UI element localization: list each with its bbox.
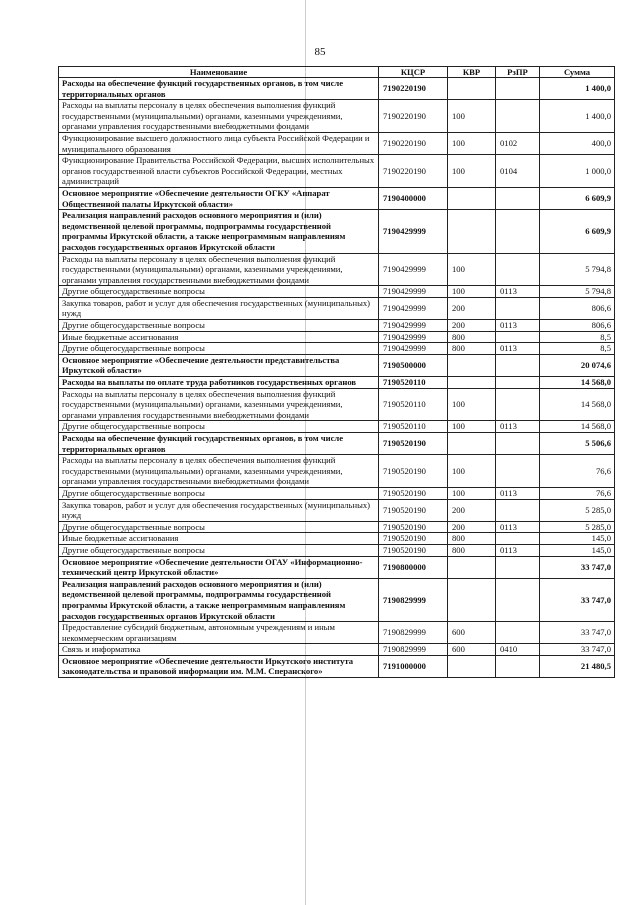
cell-rzpr	[496, 354, 540, 376]
cell-kcsr: 7190429999	[379, 320, 448, 332]
cell-kcsr: 7190520190	[379, 533, 448, 545]
header-kvr: КВР	[448, 67, 496, 78]
budget-table	[58, 66, 615, 678]
table-row	[59, 320, 615, 332]
cell-rzpr	[496, 556, 540, 578]
table-row	[59, 100, 615, 133]
cell-sum: 20 074,6	[540, 354, 615, 376]
table-row	[59, 487, 615, 499]
cell-sum: 33 747,0	[540, 556, 615, 578]
cell-rzpr: 0113	[496, 487, 540, 499]
cell-name: Другие общегосударственные вопросы	[59, 286, 379, 298]
cell-rzpr	[496, 433, 540, 455]
table-row	[59, 155, 615, 188]
cell-kcsr: 7190220190	[379, 78, 448, 100]
cell-kvr	[448, 210, 496, 253]
cell-rzpr: 0113	[496, 544, 540, 556]
cell-sum: 6 609,9	[540, 187, 615, 209]
cell-kvr: 200	[448, 297, 496, 319]
cell-kvr: 100	[448, 155, 496, 188]
table-row	[59, 644, 615, 656]
cell-kvr	[448, 556, 496, 578]
cell-sum: 5 285,0	[540, 499, 615, 521]
cell-kcsr: 7190520110	[379, 388, 448, 421]
cell-sum: 76,6	[540, 487, 615, 499]
cell-name: Расходы на выплаты персоналу в целях обеспечения выполнения функций государственными (муниципальными) органами, казенными учреждениями, органами управления государственными внебюджетными фондами	[59, 388, 379, 421]
cell-sum: 14 568,0	[540, 421, 615, 433]
cell-kvr: 100	[448, 286, 496, 298]
cell-name: Основное мероприятие «Обеспечение деятельности ОГАУ «Информационно-технический центр Иркутской области»	[59, 556, 379, 578]
cell-kvr	[448, 377, 496, 389]
cell-rzpr	[496, 533, 540, 545]
cell-kvr: 100	[448, 421, 496, 433]
table-row	[59, 655, 615, 677]
cell-rzpr	[496, 377, 540, 389]
cell-name: Закупка товаров, работ и услуг для обеспечения государственных (муниципальных) нужд	[59, 297, 379, 319]
cell-kvr: 100	[448, 487, 496, 499]
header-rzpr: РзПР	[496, 67, 540, 78]
cell-kvr: 100	[448, 100, 496, 133]
cell-sum: 6 609,9	[540, 210, 615, 253]
table-row	[59, 187, 615, 209]
cell-name: Связь и информатика	[59, 644, 379, 656]
cell-kvr: 600	[448, 644, 496, 656]
cell-kcsr: 7190520190	[379, 521, 448, 533]
cell-kcsr: 7190829999	[379, 622, 448, 644]
cell-name: Предоставление субсидий бюджетным, автономным учреждениям и иным некоммерческим организациям	[59, 622, 379, 644]
table-header-row	[59, 67, 615, 78]
cell-rzpr: 0104	[496, 155, 540, 188]
cell-kvr	[448, 78, 496, 100]
cell-rzpr: 0113	[496, 320, 540, 332]
table-row	[59, 421, 615, 433]
cell-kvr: 200	[448, 521, 496, 533]
cell-kvr	[448, 187, 496, 209]
cell-name: Основное мероприятие «Обеспечение деятельности ОГКУ «Аппарат Общественной палаты Иркутской области»	[59, 187, 379, 209]
table-row	[59, 455, 615, 488]
cell-kvr	[448, 578, 496, 621]
cell-sum: 1 000,0	[540, 155, 615, 188]
page-number: 85	[314, 46, 326, 58]
cell-kcsr: 7190429999	[379, 210, 448, 253]
header-name: Наименование	[59, 67, 379, 78]
cell-sum: 806,6	[540, 320, 615, 332]
table-row	[59, 286, 615, 298]
cell-sum: 806,6	[540, 297, 615, 319]
cell-sum: 21 480,5	[540, 655, 615, 677]
cell-name: Реализация направлений расходов основного мероприятия и (или) ведомственной целевой программы, подпрограммы государственной программы Иркутской области, а также непрограммным направлениям расходов государственных органов Иркутской области	[59, 578, 379, 621]
cell-sum: 5 506,6	[540, 433, 615, 455]
cell-sum: 5 285,0	[540, 521, 615, 533]
table-row	[59, 354, 615, 376]
table-row	[59, 210, 615, 253]
table-row	[59, 433, 615, 455]
cell-rzpr: 0113	[496, 421, 540, 433]
cell-name: Расходы на обеспечение функций государственных органов, в том числе территориальных органов	[59, 78, 379, 100]
cell-sum: 33 747,0	[540, 644, 615, 656]
cell-kcsr: 7190429999	[379, 331, 448, 343]
cell-kvr: 800	[448, 331, 496, 343]
cell-kcsr: 7190520190	[379, 487, 448, 499]
cell-kvr: 200	[448, 499, 496, 521]
cell-rzpr	[496, 187, 540, 209]
cell-rzpr	[496, 78, 540, 100]
cell-kcsr: 7190429999	[379, 297, 448, 319]
cell-kvr: 100	[448, 388, 496, 421]
cell-sum: 14 568,0	[540, 388, 615, 421]
table-body	[59, 78, 615, 678]
cell-rzpr: 0102	[496, 132, 540, 154]
cell-name: Иные бюджетные ассигнования	[59, 331, 379, 343]
cell-kvr: 600	[448, 622, 496, 644]
cell-rzpr	[496, 455, 540, 488]
cell-name: Реализация направлений расходов основного мероприятия и (или) ведомственной целевой программы, подпрограммы государственной программы Иркутской области, а также непрограммным направлениям расходов государственных органов Иркутской области	[59, 210, 379, 253]
table-row	[59, 78, 615, 100]
cell-rzpr	[496, 622, 540, 644]
table-row	[59, 343, 615, 355]
cell-kcsr: 7190220190	[379, 100, 448, 133]
cell-kcsr: 7190520190	[379, 433, 448, 455]
cell-rzpr	[496, 499, 540, 521]
cell-sum: 145,0	[540, 544, 615, 556]
table-row	[59, 544, 615, 556]
cell-kcsr: 7190829999	[379, 644, 448, 656]
cell-kcsr: 7190520190	[379, 455, 448, 488]
header-sum: Сумма	[540, 67, 615, 78]
cell-kvr: 800	[448, 343, 496, 355]
cell-name: Основное мероприятие «Обеспечение деятельности представительства Иркутской области»	[59, 354, 379, 376]
cell-sum: 14 568,0	[540, 377, 615, 389]
cell-name: Другие общегосударственные вопросы	[59, 320, 379, 332]
cell-kvr	[448, 354, 496, 376]
cell-kcsr: 7190520110	[379, 421, 448, 433]
cell-rzpr	[496, 297, 540, 319]
cell-rzpr	[496, 655, 540, 677]
cell-rzpr: 0113	[496, 521, 540, 533]
header-kcsr: КЦСР	[379, 67, 448, 78]
cell-kcsr: 7190220190	[379, 132, 448, 154]
cell-name: Другие общегосударственные вопросы	[59, 487, 379, 499]
cell-sum: 76,6	[540, 455, 615, 488]
cell-kvr: 200	[448, 320, 496, 332]
cell-kcsr: 7190500000	[379, 354, 448, 376]
cell-rzpr	[496, 210, 540, 253]
cell-kcsr: 7190520190	[379, 544, 448, 556]
cell-sum: 8,5	[540, 343, 615, 355]
cell-kcsr: 7190429999	[379, 253, 448, 286]
cell-kvr: 100	[448, 132, 496, 154]
cell-name: Функционирование Правительства Российской Федерации, высших исполнительных органов государственной власти субъектов Российской Федерации, местных администраций	[59, 155, 379, 188]
cell-rzpr	[496, 331, 540, 343]
cell-kcsr: 7190400000	[379, 187, 448, 209]
cell-kcsr: 7190829999	[379, 578, 448, 621]
table-row	[59, 132, 615, 154]
cell-sum: 1 400,0	[540, 100, 615, 133]
cell-name: Расходы на выплаты персоналу в целях обеспечения выполнения функций государственными (муниципальными) органами, казенными учреждениями, органами управления государственными внебюджетными фондами	[59, 455, 379, 488]
cell-name: Расходы на выплаты персоналу в целях обеспечения выполнения функций государственными (муниципальными) органами, казенными учреждениями, органами управления государственными внебюджетными фондами	[59, 100, 379, 133]
cell-rzpr	[496, 253, 540, 286]
table-row	[59, 499, 615, 521]
cell-kcsr: 7190220190	[379, 155, 448, 188]
cell-kvr: 800	[448, 544, 496, 556]
cell-sum: 33 747,0	[540, 578, 615, 621]
cell-name: Расходы на обеспечение функций государственных органов, в том числе территориальных органов	[59, 433, 379, 455]
cell-kvr	[448, 433, 496, 455]
cell-kvr: 800	[448, 533, 496, 545]
cell-rzpr: 0410	[496, 644, 540, 656]
cell-rzpr	[496, 388, 540, 421]
cell-rzpr: 0113	[496, 286, 540, 298]
cell-kcsr: 7190520110	[379, 377, 448, 389]
cell-kcsr: 7191000000	[379, 655, 448, 677]
table-row	[59, 253, 615, 286]
cell-kvr: 100	[448, 455, 496, 488]
table-row	[59, 622, 615, 644]
cell-rzpr	[496, 578, 540, 621]
cell-name: Расходы на выплаты персоналу в целях обеспечения выполнения функций государственными (муниципальными) органами, казенными учреждениями, органами управления государственными внебюджетными фондами	[59, 253, 379, 286]
cell-kvr	[448, 655, 496, 677]
cell-name: Расходы на выплаты по оплате труда работников государственных органов	[59, 377, 379, 389]
table-row	[59, 533, 615, 545]
cell-kvr: 100	[448, 253, 496, 286]
cell-sum: 1 400,0	[540, 78, 615, 100]
table-row	[59, 388, 615, 421]
cell-sum: 400,0	[540, 132, 615, 154]
cell-name: Основное мероприятие «Обеспечение деятельности Иркутского института законодательства и правовой информации им. М.М. Сперанского»	[59, 655, 379, 677]
cell-sum: 8,5	[540, 331, 615, 343]
table-row	[59, 297, 615, 319]
cell-kcsr: 7190429999	[379, 343, 448, 355]
cell-kcsr: 7190429999	[379, 286, 448, 298]
cell-name: Другие общегосударственные вопросы	[59, 521, 379, 533]
cell-name: Иные бюджетные ассигнования	[59, 533, 379, 545]
cell-name: Другие общегосударственные вопросы	[59, 544, 379, 556]
cell-sum: 5 794,8	[540, 253, 615, 286]
table-row	[59, 521, 615, 533]
cell-sum: 5 794,8	[540, 286, 615, 298]
cell-name: Закупка товаров, работ и услуг для обеспечения государственных (муниципальных) нужд	[59, 499, 379, 521]
cell-name: Другие общегосударственные вопросы	[59, 421, 379, 433]
table-row	[59, 331, 615, 343]
table-row	[59, 578, 615, 621]
table-row	[59, 556, 615, 578]
cell-sum: 33 747,0	[540, 622, 615, 644]
cell-name: Другие общегосударственные вопросы	[59, 343, 379, 355]
cell-kcsr: 7190800000	[379, 556, 448, 578]
cell-sum: 145,0	[540, 533, 615, 545]
cell-name: Функционирование высшего должностного лица субъекта Российской Федерации и муниципального образования	[59, 132, 379, 154]
cell-rzpr: 0113	[496, 343, 540, 355]
cell-rzpr	[496, 100, 540, 133]
cell-kcsr: 7190520190	[379, 499, 448, 521]
table-row	[59, 377, 615, 389]
